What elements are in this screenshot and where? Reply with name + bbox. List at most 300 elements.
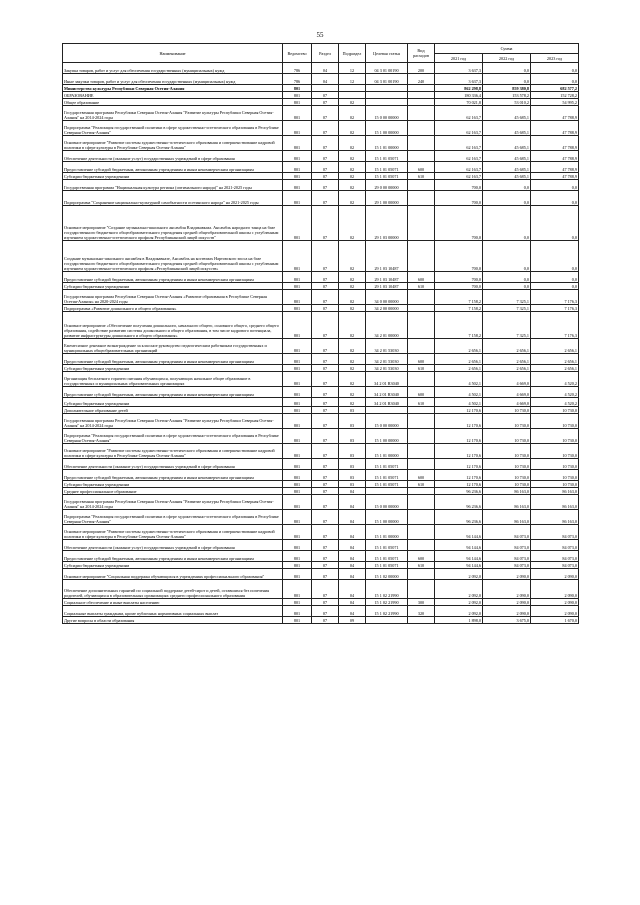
cell-name: Ежемесячное денежное вознаграждение за классное руководство педагогическим работникам государственных и муниципальных общеобразовательных организаций <box>63 339 283 354</box>
cell-vr: 600 <box>408 354 435 365</box>
cell-razdel: 07 <box>312 180 339 191</box>
cell-podrazdel: 02 <box>339 173 366 180</box>
cell-2023: 10 730,0 <box>531 459 579 470</box>
cell-vr: 610 <box>408 562 435 569</box>
cell-razdel: 07 <box>312 92 339 99</box>
cell-cs: 34 0 00 00000 <box>366 290 408 305</box>
cell-podrazdel: 02 <box>339 136 366 151</box>
cell-podrazdel: 04 <box>339 510 366 525</box>
cell-vr <box>408 106 435 121</box>
cell-name: Подпрограмма "Реализация государственной политики в сфере художественно-эстетического образования в Республике Северная Осетия-Алания" <box>63 510 283 525</box>
cell-ved: 801 <box>283 305 312 312</box>
cell-podrazdel: 12 <box>339 63 366 74</box>
table-row <box>63 180 579 191</box>
cell-cs: 29 1 03 00000 <box>366 206 408 241</box>
cell-2023: 86 163,0 <box>531 495 579 510</box>
cell-2021: 2 092,0 <box>435 606 483 617</box>
cell-cs: 15 1 02 21990 <box>366 606 408 617</box>
cell-ved: 801 <box>283 339 312 354</box>
cell-2022: 45 685,1 <box>483 173 531 180</box>
cell-razdel: 04 <box>312 63 339 74</box>
table-row <box>63 151 579 162</box>
cell-2021: 62 163,7 <box>435 173 483 180</box>
cell-razdel: 07 <box>312 136 339 151</box>
cell-2021: 12 170,6 <box>435 459 483 470</box>
table-row <box>63 510 579 525</box>
table-row <box>63 372 579 387</box>
cell-cs: 15 1 01 05071 <box>366 151 408 162</box>
cell-razdel: 07 <box>312 444 339 459</box>
cell-vr <box>408 136 435 151</box>
cell-vr <box>408 312 435 339</box>
table-row <box>63 99 579 106</box>
cell-podrazdel: 12 <box>339 74 366 85</box>
cell-razdel: 07 <box>312 495 339 510</box>
cell-ved: 801 <box>283 525 312 540</box>
cell-2022: 4 669,0 <box>483 398 531 407</box>
cell-2022: 86 163,0 <box>483 495 531 510</box>
cell-2021: 4 502,1 <box>435 372 483 387</box>
cell-2023: 54 995,2 <box>531 99 579 106</box>
cell-razdel: 07 <box>312 481 339 488</box>
cell-name: Предоставление субсидий бюджетным, автономным учреждениям и иным некоммерческим организациям <box>63 551 283 562</box>
cell-cs: 34 2 01 00000 <box>366 312 408 339</box>
cell-razdel: 07 <box>312 398 339 407</box>
cell-razdel: 07 <box>312 407 339 414</box>
cell-razdel: 07 <box>312 569 339 580</box>
cell-2023: 0,0 <box>531 206 579 241</box>
cell-vr <box>408 180 435 191</box>
cell-name: Обеспечение деятельности (оказание услуг) государственных учреждений в сфере образования <box>63 151 283 162</box>
cell-cs <box>366 617 408 624</box>
cell-podrazdel: 02 <box>339 180 366 191</box>
cell-ved: 801 <box>283 606 312 617</box>
cell-ved: 801 <box>283 191 312 206</box>
cell-2022: 10 730,0 <box>483 407 531 414</box>
cell-vr <box>408 407 435 414</box>
cell-2023: 2 090,0 <box>531 599 579 606</box>
cell-2022: 7 325,1 <box>483 305 531 312</box>
cell-2021: 62 163,7 <box>435 121 483 136</box>
cell-2022: 7 325,1 <box>483 312 531 339</box>
cell-vr <box>408 241 435 272</box>
cell-2021: 700,0 <box>435 180 483 191</box>
table-row <box>63 365 579 372</box>
cell-2022: 4 669,0 <box>483 387 531 398</box>
cell-razdel: 07 <box>312 525 339 540</box>
table-row <box>63 525 579 540</box>
cell-podrazdel: 04 <box>339 569 366 580</box>
cell-name: Другие вопросы в области образования <box>63 617 283 624</box>
cell-podrazdel: 04 <box>339 599 366 606</box>
cell-2023: 10 730,0 <box>531 481 579 488</box>
cell-name: Государственная программа "Национальная культура региона (оптимального народа)" на 2021-2025 годы <box>63 180 283 191</box>
cell-2023: 10 730,0 <box>531 407 579 414</box>
cell-2023: 2 656,1 <box>531 339 579 354</box>
cell-name: ОБРАЗОВАНИЕ <box>63 92 283 99</box>
cell-2021: 7 158,2 <box>435 305 483 312</box>
cell-2023: 2 090,0 <box>531 569 579 580</box>
cell-vr <box>408 305 435 312</box>
table-row <box>63 551 579 562</box>
cell-cs: 34 2 01 53030 <box>366 339 408 354</box>
cell-ved: 801 <box>283 444 312 459</box>
cell-podrazdel: 04 <box>339 540 366 551</box>
cell-vr <box>408 99 435 106</box>
cell-2023: 0,0 <box>531 191 579 206</box>
cell-name: Субсидии бюджетным учреждениям <box>63 173 283 180</box>
cell-name: Предоставление субсидий бюджетным, автономным учреждениям и иным некоммерческим организациям <box>63 162 283 173</box>
table-row <box>63 414 579 429</box>
cell-2022: 0,0 <box>483 241 531 272</box>
cell-vr: 610 <box>408 283 435 290</box>
cell-vr <box>408 540 435 551</box>
cell-vr <box>408 510 435 525</box>
table-row <box>63 606 579 617</box>
cell-2021: 96 236,6 <box>435 488 483 495</box>
cell-razdel: 07 <box>312 510 339 525</box>
cell-name: Закупка товаров, работ и услуг для обеспечения государственных (муниципальных) нужд <box>63 63 283 74</box>
cell-razdel: 07 <box>312 387 339 398</box>
table-row <box>63 387 579 398</box>
cell-ved: 801 <box>283 180 312 191</box>
cell-razdel: 07 <box>312 488 339 495</box>
cell-cs: 34 2 01 R3040 <box>366 398 408 407</box>
cell-2023: 86 163,0 <box>531 488 579 495</box>
cell-ved: 801 <box>283 495 312 510</box>
cell-podrazdel: 03 <box>339 444 366 459</box>
cell-name: Субсидии бюджетным учреждениям <box>63 283 283 290</box>
cell-2022: 45 685,1 <box>483 106 531 121</box>
cell-2023: 47 788,9 <box>531 151 579 162</box>
cell-ved: 801 <box>283 365 312 372</box>
cell-razdel: 07 <box>312 540 339 551</box>
cell-cs: 15 1 00 00000 <box>366 429 408 444</box>
cell-2021: 96 236,6 <box>435 495 483 510</box>
cell-cs: 15 1 01 00000 <box>366 444 408 459</box>
cell-name: Предоставление субсидий бюджетным, автономным учреждениям и иным некоммерческим организациям <box>63 272 283 283</box>
cell-2023: 4 520,2 <box>531 372 579 387</box>
cell-name: Дополнительное образование детей <box>63 407 283 414</box>
cell-2021: 94 144,6 <box>435 540 483 551</box>
cell-podrazdel: 04 <box>339 525 366 540</box>
cell-2023: 10 730,0 <box>531 429 579 444</box>
cell-name: Подпрограмма "Реализация государственной политики в сфере художественно-эстетического образования в Республике Северная Осетия-Алания" <box>63 429 283 444</box>
table-row <box>63 283 579 290</box>
header-razdel: Раздел <box>312 44 339 63</box>
cell-podrazdel: 04 <box>339 606 366 617</box>
cell-2021: 62 163,7 <box>435 136 483 151</box>
cell-name: Общее образование <box>63 99 283 106</box>
cell-2023: 84 073,0 <box>531 562 579 569</box>
cell-cs: 34 2 01 R3040 <box>366 387 408 398</box>
cell-razdel: 07 <box>312 606 339 617</box>
cell-razdel <box>312 85 339 92</box>
table-body <box>63 63 579 624</box>
cell-podrazdel <box>339 85 366 92</box>
cell-ved: 801 <box>283 106 312 121</box>
cell-name: Среднее профессиональное образование <box>63 488 283 495</box>
cell-cs <box>366 407 408 414</box>
cell-cs: 15 1 00 00000 <box>366 510 408 525</box>
cell-2023: 84 073,0 <box>531 540 579 551</box>
cell-razdel: 07 <box>312 312 339 339</box>
cell-podrazdel: 03 <box>339 407 366 414</box>
cell-razdel: 07 <box>312 414 339 429</box>
cell-ved: 801 <box>283 540 312 551</box>
cell-razdel: 07 <box>312 372 339 387</box>
cell-2022: 859 380,8 <box>483 85 531 92</box>
table-row <box>63 429 579 444</box>
cell-2022: 4 669,0 <box>483 372 531 387</box>
cell-2022: 45 685,1 <box>483 151 531 162</box>
cell-name: Подпрограмма «Развитие дошкольного и общего образования» <box>63 305 283 312</box>
cell-razdel: 07 <box>312 459 339 470</box>
cell-2023: 10 730,0 <box>531 444 579 459</box>
cell-vr: 600 <box>408 272 435 283</box>
cell-2023: 152 728,2 <box>531 92 579 99</box>
header-vr: Вид расходов <box>408 44 435 63</box>
cell-ved: 786 <box>283 74 312 85</box>
cell-cs: 15 1 01 00000 <box>366 136 408 151</box>
header-podrazdel: Подраздел <box>339 44 366 63</box>
cell-ved: 801 <box>283 206 312 241</box>
cell-2021: 2 092,0 <box>435 569 483 580</box>
cell-cs: 04 3 01 00190 <box>366 63 408 74</box>
cell-2021: 62 163,7 <box>435 162 483 173</box>
table-row <box>63 562 579 569</box>
cell-name: Организация бесплатного горячего питания обучающихся, получающих начальное общее образование в государственных и муниципальных образовательных организациях <box>63 372 283 387</box>
cell-2021: 2 656,1 <box>435 339 483 354</box>
cell-vr: 300 <box>408 599 435 606</box>
cell-2023: 86 163,0 <box>531 510 579 525</box>
cell-2021: 700,0 <box>435 206 483 241</box>
cell-2023: 47 788,9 <box>531 121 579 136</box>
cell-2021: 70 021,8 <box>435 99 483 106</box>
cell-razdel: 07 <box>312 470 339 481</box>
table-row <box>63 173 579 180</box>
cell-2023: 7 176,3 <box>531 290 579 305</box>
table-row <box>63 92 579 99</box>
cell-cs: 34 2 00 00000 <box>366 305 408 312</box>
cell-cs: 15 0 00 00000 <box>366 495 408 510</box>
cell-ved: 801 <box>283 92 312 99</box>
cell-vr: 600 <box>408 387 435 398</box>
cell-cs: 15 1 01 00000 <box>366 525 408 540</box>
cell-ved: 801 <box>283 459 312 470</box>
cell-cs <box>366 488 408 495</box>
cell-cs: 15 1 01 05071 <box>366 470 408 481</box>
table-row <box>63 580 579 599</box>
cell-name: Субсидии бюджетным учреждениям <box>63 398 283 407</box>
table-row <box>63 540 579 551</box>
cell-2021: 3 637,3 <box>435 74 483 85</box>
cell-cs: 15 1 01 05071 <box>366 162 408 173</box>
cell-podrazdel: 02 <box>339 387 366 398</box>
cell-2021: 12 170,6 <box>435 444 483 459</box>
cell-cs: 29 1 03 10487 <box>366 272 408 283</box>
cell-2022: 0,0 <box>483 63 531 74</box>
header-2022: 2022 год <box>483 54 531 63</box>
cell-2023: 84 073,0 <box>531 551 579 562</box>
cell-cs: 15 1 02 21990 <box>366 599 408 606</box>
cell-name: Министерство культуры Республики Северная Осетия-Алания <box>63 85 283 92</box>
cell-2023: 7 176,3 <box>531 312 579 339</box>
cell-2022: 10 730,0 <box>483 470 531 481</box>
cell-vr <box>408 92 435 99</box>
cell-podrazdel: 09 <box>339 617 366 624</box>
cell-ved: 801 <box>283 85 312 92</box>
cell-podrazdel: 02 <box>339 372 366 387</box>
cell-cs <box>366 85 408 92</box>
cell-ved: 801 <box>283 354 312 365</box>
cell-ved: 801 <box>283 470 312 481</box>
cell-2022: 0,0 <box>483 74 531 85</box>
cell-2022: 0,0 <box>483 180 531 191</box>
cell-2022: 45 685,1 <box>483 162 531 173</box>
table-row <box>63 488 579 495</box>
cell-podrazdel: 04 <box>339 488 366 495</box>
cell-podrazdel: 04 <box>339 495 366 510</box>
cell-2022: 2 656,1 <box>483 339 531 354</box>
cell-ved: 801 <box>283 429 312 444</box>
cell-2023: 4 520,2 <box>531 387 579 398</box>
cell-ved: 801 <box>283 488 312 495</box>
table-row <box>63 470 579 481</box>
cell-ved: 801 <box>283 272 312 283</box>
cell-2021: 62 163,7 <box>435 106 483 121</box>
cell-podrazdel: 02 <box>339 206 366 241</box>
cell-vr <box>408 414 435 429</box>
table-row <box>63 569 579 580</box>
cell-ved: 801 <box>283 481 312 488</box>
cell-razdel: 07 <box>312 290 339 305</box>
cell-vr: 200 <box>408 63 435 74</box>
cell-name: Предоставление субсидий бюджетным, автономным учреждениям и иным некоммерческим организациям <box>63 470 283 481</box>
cell-2022: 0,0 <box>483 206 531 241</box>
cell-ved: 801 <box>283 562 312 569</box>
cell-name: Основное мероприятие «Обеспечение получения дошкольного, начального общего, основного общего, среднего общего образования, содействие развитию системы дошкольного и общего образования, в том числе кадрового потенциала, развитие инфраструктуры дошкольного и общего образования» <box>63 312 283 339</box>
cell-name: Основное мероприятие "Развитие системы художественно-эстетического образования и совершенствование кадровой политики в сфере культуры в Республике Северная Осетия-Алания" <box>63 444 283 459</box>
cell-2021: 700,0 <box>435 272 483 283</box>
cell-2023: 47 788,9 <box>531 106 579 121</box>
cell-2022: 3 675,0 <box>483 617 531 624</box>
cell-ved: 801 <box>283 290 312 305</box>
cell-vr <box>408 429 435 444</box>
cell-2022: 2 656,1 <box>483 354 531 365</box>
cell-cs: 15 1 01 05071 <box>366 551 408 562</box>
cell-vr <box>408 617 435 624</box>
cell-vr <box>408 290 435 305</box>
header-name: Наименование <box>63 44 283 63</box>
cell-cs: 15 1 01 05071 <box>366 562 408 569</box>
cell-name: Основное мероприятие "Создание музыкально-школьного ансамбля Владикавказа. Ансамбль народного танца на базе государственного бюджетного общеобразовательного учреждения средней общеобразовательной школы с углубленным изучением художественно-эстетического профиля Республиканский лицей искусств" <box>63 206 283 241</box>
cell-vr: 320 <box>408 606 435 617</box>
cell-podrazdel: 02 <box>339 241 366 272</box>
cell-2023: 0,0 <box>531 241 579 272</box>
cell-cs <box>366 92 408 99</box>
cell-razdel: 07 <box>312 305 339 312</box>
cell-2021: 4 502,1 <box>435 398 483 407</box>
cell-2021: 12 170,6 <box>435 470 483 481</box>
cell-cs: 15 1 02 21990 <box>366 580 408 599</box>
cell-2022: 2 090,0 <box>483 599 531 606</box>
cell-ved: 801 <box>283 569 312 580</box>
cell-ved: 786 <box>283 63 312 74</box>
cell-podrazdel: 02 <box>339 312 366 339</box>
cell-podrazdel: 02 <box>339 283 366 290</box>
cell-2022: 45 685,1 <box>483 136 531 151</box>
cell-razdel: 07 <box>312 241 339 272</box>
cell-podrazdel: 03 <box>339 459 366 470</box>
table-row <box>63 398 579 407</box>
cell-name: Государственная программа Республики Северная Осетия-Алания "Развитие культуры Республики Северная Осетия-Алания" на 2014-2024 годы <box>63 414 283 429</box>
cell-2022: 0,0 <box>483 191 531 206</box>
table-row <box>63 106 579 121</box>
table-row <box>63 162 579 173</box>
cell-2022: 84 073,0 <box>483 551 531 562</box>
cell-name: Создание музыкально-школьного ансамбля в Владикавказе, Ансамбль на костюмах Нартовского эпоса на базе государственного бюджетного общеобразовательного учреждения средней общеобразовательной школы с углубленным изучением художественно-эстетического профиля «Республиканский лицей искусств» <box>63 241 283 272</box>
table-row <box>63 339 579 354</box>
cell-2021: 12 170,6 <box>435 481 483 488</box>
table-row <box>63 354 579 365</box>
cell-2022: 45 685,1 <box>483 121 531 136</box>
cell-razdel: 07 <box>312 106 339 121</box>
cell-2022: 153 578,2 <box>483 92 531 99</box>
cell-podrazdel: 03 <box>339 481 366 488</box>
cell-2021: 2 092,0 <box>435 599 483 606</box>
cell-cs: 29 1 03 10487 <box>366 283 408 290</box>
cell-razdel: 07 <box>312 617 339 624</box>
cell-name: Социальное обеспечение и иные выплаты населению <box>63 599 283 606</box>
cell-ved: 801 <box>283 580 312 599</box>
cell-vr: 610 <box>408 365 435 372</box>
cell-2022: 10 730,0 <box>483 429 531 444</box>
cell-cs: 29 1 00 00000 <box>366 191 408 206</box>
table-row <box>63 290 579 305</box>
cell-razdel: 07 <box>312 121 339 136</box>
cell-ved: 801 <box>283 121 312 136</box>
cell-name: Субсидии бюджетным учреждениям <box>63 481 283 488</box>
cell-2022: 2 090,0 <box>483 569 531 580</box>
cell-razdel: 07 <box>312 162 339 173</box>
cell-2022: 86 163,0 <box>483 510 531 525</box>
cell-ved: 801 <box>283 372 312 387</box>
cell-2021: 7 158,2 <box>435 290 483 305</box>
cell-vr: 610 <box>408 481 435 488</box>
cell-ved: 801 <box>283 617 312 624</box>
cell-2022: 7 325,1 <box>483 290 531 305</box>
cell-2023: 10 730,0 <box>531 470 579 481</box>
cell-razdel: 07 <box>312 599 339 606</box>
cell-vr <box>408 580 435 599</box>
cell-cs: 15 1 01 05071 <box>366 173 408 180</box>
cell-2022: 2 090,0 <box>483 580 531 599</box>
cell-2021: 862 298,8 <box>435 85 483 92</box>
cell-2021: 700,0 <box>435 241 483 272</box>
cell-name: Субсидии бюджетным учреждениям <box>63 365 283 372</box>
cell-podrazdel: 02 <box>339 339 366 354</box>
cell-2022: 10 730,0 <box>483 444 531 459</box>
cell-podrazdel <box>339 92 366 99</box>
cell-2023: 47 788,9 <box>531 136 579 151</box>
table-row <box>63 121 579 136</box>
cell-ved: 801 <box>283 387 312 398</box>
cell-podrazdel: 03 <box>339 429 366 444</box>
cell-ved: 801 <box>283 241 312 272</box>
cell-2022: 0,0 <box>483 272 531 283</box>
cell-vr <box>408 495 435 510</box>
